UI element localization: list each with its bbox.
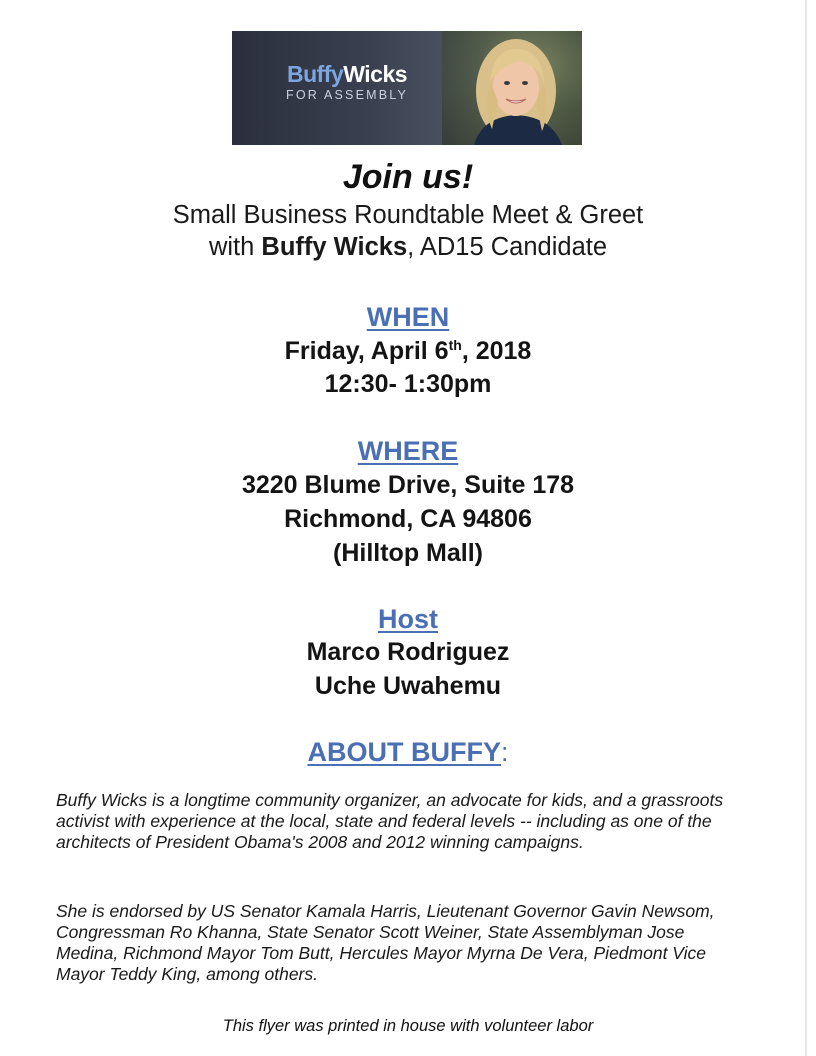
event-subtitle: Small Business Roundtable Meet & Greet [172,201,644,229]
event-time: 12:30- 1:30pm [324,370,492,398]
join-us-title: Join us! [342,158,474,196]
about-heading: ABOUT BUFFY: [307,737,509,767]
logo-subtitle: FOR ASSEMBLY [285,88,409,102]
event-candidate-line: with Buffy Wicks, AD15 Candidate [208,233,608,261]
logo-first-name: Buffy [286,61,344,87]
address-line-3: (Hilltop Mall) [333,539,483,567]
logo-last-name: Wicks [343,61,408,87]
when-heading: WHEN [366,302,450,332]
event-date: Friday, April 6th, 2018 [284,337,532,365]
where-heading: WHERE [357,436,459,466]
host-name: Marco Rodriguez [306,638,510,666]
about-paragraph-2: She is endorsed by US Senator Kamala Harris, Lieutenant Governor Gavin Newsom, Congressman Ro Khanna, State Senator Scott Weiner, State Assemblyman Jose Medina, Richmond Mayor Tom Butt, Hercules Mayor Myrna De Vera, Piedmont Vice Mayor Teddy King, among others. [56,901,715,984]
candidate-portrait [454,31,582,145]
address-line-2: Richmond, CA 94806 [284,505,532,533]
campaign-logo [272,61,422,103]
campaign-banner [232,31,582,145]
candidate-name: Buffy Wicks [261,233,408,261]
host-name: Uche Uwahemu [314,672,502,700]
host-heading: Host [378,604,438,634]
address-line-1: 3220 Blume Drive, Suite 178 [241,471,575,499]
flyer-footer-note: This flyer was printed in house with volunteer labor [222,1017,594,1035]
about-paragraph-1: Buffy Wicks is a longtime community organizer, an advocate for kids, and a grassroots activist with experience at the local, state and federal levels -- including as one of the architects of President Obama's 2008 and 2012 winning campaigns. [56,790,724,852]
